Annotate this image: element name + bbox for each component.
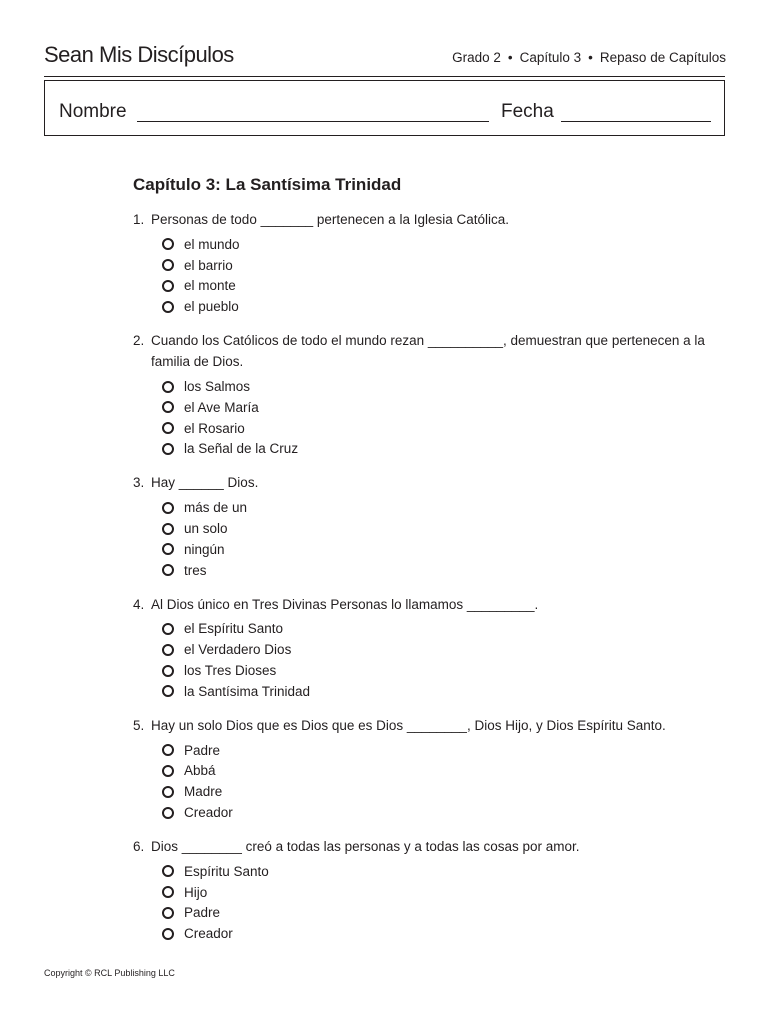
answer-option[interactable]: [162, 276, 733, 297]
option-label: Abbá: [184, 763, 216, 779]
option-label: Hijo: [184, 884, 208, 900]
option-label: más de un: [184, 500, 248, 516]
option-label: ningún: [184, 541, 225, 557]
option-label: Espíritu Santo: [184, 863, 269, 879]
question-1: [133, 209, 733, 317]
option-label: Padre: [184, 905, 221, 921]
answer-option[interactable]: [162, 781, 733, 802]
radio-circle-icon[interactable]: [162, 238, 174, 250]
question-stem: [133, 472, 733, 493]
name-date-box: [44, 80, 725, 136]
answer-option[interactable]: [162, 761, 733, 782]
chapter-label: Capítulo 3: [519, 50, 582, 65]
answer-option[interactable]: [162, 923, 733, 944]
radio-circle-icon[interactable]: [162, 259, 174, 271]
brand-title: Sean Mis Discípulos: [44, 42, 234, 67]
answer-option[interactable]: [162, 296, 733, 317]
answer-option[interactable]: [162, 861, 733, 882]
option-label: la Señal de la Cruz: [184, 441, 299, 457]
option-label: Creador: [184, 805, 233, 821]
radio-circle-icon[interactable]: [162, 765, 174, 777]
radio-circle-icon[interactable]: [162, 665, 174, 677]
answer-option[interactable]: [162, 397, 733, 418]
answer-option[interactable]: [162, 234, 733, 255]
section-label: Repaso de Capítulos: [599, 50, 726, 65]
question-3: [133, 472, 733, 580]
question-stem: [133, 330, 733, 372]
answer-option[interactable]: [162, 903, 733, 924]
option-list: [162, 861, 733, 944]
chapter-title: Capítulo 3: La Santísima Trinidad: [133, 175, 402, 194]
answer-option[interactable]: [162, 518, 733, 539]
option-label: el Verdadero Dios: [184, 642, 292, 658]
answer-option[interactable]: [162, 802, 733, 823]
question-stem: [133, 836, 733, 857]
question-number: 3.: [133, 475, 145, 491]
option-label: el barrio: [184, 257, 233, 273]
radio-circle-icon[interactable]: [162, 644, 174, 656]
option-list: [162, 497, 733, 580]
radio-circle-icon[interactable]: [162, 280, 174, 292]
answer-option[interactable]: [162, 681, 733, 702]
option-label: el pueblo: [184, 299, 239, 315]
question-text: Dios ________ creó a todas las personas y a todas las cosas por amor.: [151, 838, 580, 854]
answer-option[interactable]: [162, 560, 733, 581]
option-list: [162, 740, 733, 823]
separator: •: [588, 50, 593, 65]
question-stem: [133, 594, 733, 615]
date-field[interactable]: [561, 121, 711, 122]
radio-circle-icon[interactable]: [162, 907, 174, 919]
option-list: [162, 234, 733, 317]
question-text: Personas de todo _______ pertenecen a la Iglesia Católica.: [151, 212, 510, 227]
radio-circle-icon[interactable]: [162, 685, 174, 697]
question-list: [133, 209, 733, 957]
header-meta: [452, 50, 726, 65]
question-5: [133, 715, 733, 823]
radio-circle-icon[interactable]: [162, 928, 174, 940]
option-list: [162, 376, 733, 459]
header-rule: [44, 76, 725, 77]
option-label: un solo: [184, 521, 228, 537]
answer-option[interactable]: [162, 255, 733, 276]
date-label: Fecha: [501, 101, 554, 122]
radio-circle-icon[interactable]: [162, 623, 174, 635]
question-4: [133, 594, 733, 702]
radio-circle-icon[interactable]: [162, 381, 174, 393]
option-label: el Ave María: [184, 399, 259, 415]
radio-circle-icon[interactable]: [162, 502, 174, 514]
option-label: tres: [184, 562, 207, 578]
question-text: Cuando los Católicos de todo el mundo rezan __________, demuestran que pertenecen a la familia de Dios.: [151, 333, 705, 370]
option-label: el Espíritu Santo: [184, 621, 284, 637]
option-label: el monte: [184, 278, 236, 294]
radio-circle-icon[interactable]: [162, 523, 174, 535]
radio-circle-icon[interactable]: [162, 865, 174, 877]
radio-circle-icon[interactable]: [162, 786, 174, 798]
radio-circle-icon[interactable]: [162, 443, 174, 455]
question-text: Hay ______ Dios.: [151, 475, 259, 491]
radio-circle-icon[interactable]: [162, 422, 174, 434]
option-list: [162, 619, 733, 702]
radio-circle-icon[interactable]: [162, 744, 174, 756]
radio-circle-icon[interactable]: [162, 886, 174, 898]
option-label: el mundo: [184, 236, 240, 252]
answer-option[interactable]: [162, 376, 733, 397]
answer-option[interactable]: [162, 497, 733, 518]
radio-circle-icon[interactable]: [162, 564, 174, 576]
copyright: Copyright © RCL Publishing LLC: [44, 968, 175, 978]
question-6: [133, 836, 733, 944]
answer-option[interactable]: [162, 740, 733, 761]
question-stem: [133, 715, 733, 736]
answer-option[interactable]: [162, 418, 733, 439]
option-label: Padre: [184, 742, 221, 758]
option-label: la Santísima Trinidad: [184, 683, 311, 699]
grade-label: Grado 2: [452, 50, 501, 65]
question-number: 6.: [133, 838, 145, 854]
option-label: Creador: [184, 926, 233, 942]
question-2: [133, 330, 733, 459]
answer-option[interactable]: [162, 619, 733, 640]
name-label: Nombre: [59, 101, 127, 122]
question-stem: [133, 209, 733, 230]
option-label: Madre: [184, 784, 223, 800]
answer-option[interactable]: [162, 539, 733, 560]
question-number: 4.: [133, 596, 145, 612]
option-label: el Rosario: [184, 420, 245, 436]
radio-circle-icon[interactable]: [162, 401, 174, 413]
answer-option[interactable]: [162, 439, 733, 460]
question-text: Hay un solo Dios que es Dios que es Dios ________, Dios Hijo, y Dios Espíritu Santo.: [151, 717, 666, 733]
question-number: 1.: [133, 212, 145, 227]
name-field[interactable]: [137, 121, 489, 122]
radio-circle-icon[interactable]: [162, 543, 174, 555]
option-label: los Tres Dioses: [184, 663, 277, 679]
question-number: 5.: [133, 717, 145, 733]
radio-circle-icon[interactable]: [162, 807, 174, 819]
answer-option[interactable]: [162, 882, 733, 903]
question-number: 2.: [133, 333, 145, 349]
answer-option[interactable]: [162, 660, 733, 681]
radio-circle-icon[interactable]: [162, 301, 174, 313]
option-label: los Salmos: [184, 379, 251, 395]
question-text: Al Dios único en Tres Divinas Personas lo llamamos _________.: [151, 596, 539, 612]
answer-option[interactable]: [162, 639, 733, 660]
separator: •: [507, 50, 513, 65]
